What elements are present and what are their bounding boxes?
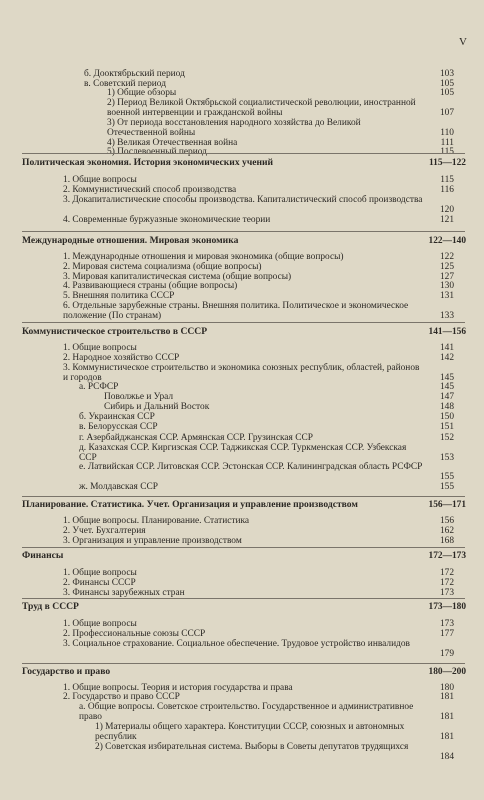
toc-page-number: 156 [439, 516, 454, 526]
toc-entry: в. Белорусская ССР [79, 422, 158, 432]
toc-entry: 1. Общие вопросы [63, 568, 137, 578]
toc-page-number: 181 [439, 692, 454, 702]
toc-entry: д. Казахская ССР. Киргизская ССР. Таджикская ССР. Туркменская ССР. Узбекская ССР [79, 443, 407, 463]
toc-entry: 2. Профессиональные союзы СССР [63, 629, 206, 639]
toc-page-number: 173 [439, 588, 454, 598]
toc-entry: 4. Развивающиеся страны (общие вопросы) [63, 281, 238, 291]
toc-entry: г. Азербайджанская ССР. Армянская ССР. Грузинская ССР [79, 433, 313, 443]
toc-page-number: 145 [439, 382, 454, 392]
toc-page-number: 148 [439, 402, 454, 412]
page-number: V [459, 36, 467, 48]
toc-page-number: 130 [439, 281, 454, 291]
toc-entry: б. Украинская ССР [79, 412, 155, 422]
section-divider [22, 547, 465, 548]
toc-entry: 5) Послевоенный период [107, 147, 207, 157]
toc-entry: 6. Отдельные зарубежные страны. Внешняя политика. Политическое и экономическое положение (По странам) [63, 301, 409, 321]
section-heading: Политическая экономия. История экономических учений [22, 157, 274, 168]
toc-entry: 2) Период Великой Октябрьской социалистической революции, иностранной военной интервенции и гражданской войны [107, 98, 416, 118]
toc-page-number: 125 [439, 262, 454, 272]
toc-entry: 2. Учет. Бухгалтерия [63, 526, 146, 536]
toc-entry: 2. Финансы СССР [63, 578, 136, 588]
section-divider [22, 153, 465, 154]
section-divider [22, 496, 465, 497]
toc-page-number: 105 [439, 88, 454, 98]
toc-page-number: 172 [439, 578, 454, 588]
toc-entry: 1. Общие вопросы [63, 619, 137, 629]
toc-entry: 3. Финансы зарубежных стран [63, 588, 185, 598]
section-page-range: 156—171 [428, 500, 466, 510]
section-divider [22, 598, 465, 599]
toc-entry: 2. Мировая система социализма (общие вопросы) [63, 262, 262, 272]
toc-page-number: 105 [439, 79, 454, 89]
toc-page-number: 133 [439, 311, 454, 321]
toc-entry: 3. Организация и управление производством [63, 536, 242, 546]
toc-page-number: 147 [439, 392, 454, 402]
toc-page-number: 173 [439, 619, 454, 629]
toc-entry: 2. Коммунистический способ производства [63, 185, 237, 195]
section-page-range: 141—156 [428, 327, 466, 337]
toc-page-number: 131 [439, 291, 454, 301]
toc-entry: 1) Материалы общего характера. Конституции СССР, союзных и автономных республик [95, 722, 405, 742]
toc-page-number: 145 [439, 373, 454, 383]
toc-entry: 3. Коммунистическое строительство и экономика союзных республик, областей, районов и городов [63, 363, 420, 383]
toc-entry: 1. Общие вопросы [63, 343, 137, 353]
toc-entry: Сибирь и Дальний Восток [104, 402, 210, 412]
toc-page-number: 179 [439, 649, 454, 659]
toc-entry: 2. Государство и право СССР [63, 692, 180, 702]
section-page-range: 173—180 [428, 602, 466, 612]
toc-page-number: 107 [439, 108, 454, 118]
toc-entry: а. Общие вопросы. Советское строительство. Государственное и административное право [79, 702, 414, 722]
toc-page-number: 177 [439, 629, 454, 639]
toc-entry: б. Дооктябрьский период [84, 69, 185, 79]
section-heading: Труд в СССР [22, 601, 79, 612]
toc-entry: 5. Внешняя политика СССР [63, 291, 175, 301]
toc-page-number: 116 [440, 185, 454, 195]
toc-entry: 3. Мировая капиталистическая система (общие вопросы) [63, 272, 292, 282]
toc-entry: 1. Общие вопросы. Теория и история государства и права [63, 683, 293, 693]
toc-page-number: 120 [439, 205, 454, 215]
toc-page-number: 122 [439, 252, 454, 262]
section-page-range: 172—173 [428, 551, 466, 561]
section-heading: Международные отношения. Мировая экономика [22, 235, 239, 246]
section-divider [22, 663, 465, 664]
toc-page-number: 115 [440, 175, 454, 185]
toc-page-number: 115 [440, 147, 454, 157]
toc-entry: 3) От периода восстановления народного хозяйства до Великой Отечественной войны [107, 118, 361, 138]
toc-page-number: 141 [439, 343, 454, 353]
toc-entry: 3. Докапиталистические способы производства. Капиталистический способ производства [63, 195, 423, 205]
toc-page-number: 151 [439, 422, 454, 432]
section-heading: Государство и право [22, 666, 111, 677]
toc-page-number: 127 [439, 272, 454, 282]
toc-entry: 2. Народное хозяйство СССР [63, 353, 180, 363]
toc-entry: е. Латвийская ССР. Литовская ССР. Эстонская ССР. Калининградская область РСФСР [79, 462, 423, 472]
toc-entry: 1. Международные отношения и мировая экономика (общие вопросы) [63, 252, 344, 262]
toc-page-number: 142 [439, 353, 454, 363]
toc-page-number: 181 [439, 732, 454, 742]
toc-page-number: 180 [439, 683, 454, 693]
toc-page-number: 153 [439, 453, 454, 463]
section-page-range: 115—122 [429, 158, 466, 168]
toc-page-number: 152 [439, 433, 454, 443]
section-divider [22, 322, 465, 323]
toc-entry: 4) Великая Отечественная война [107, 138, 238, 148]
toc-page-number: 181 [439, 712, 454, 722]
toc-entry: 1. Общие вопросы. Планирование. Статистика [63, 516, 250, 526]
section-heading: Финансы [22, 550, 64, 561]
toc-entry: 3. Социальное страхование. Социальное обеспечение. Трудовое устройство инвалидов [63, 639, 410, 649]
toc-entry: 2) Советская избирательная система. Выборы в Советы депутатов трудящихся [95, 742, 409, 752]
toc-entry: а. РСФСР [79, 382, 119, 392]
toc-entry: 4. Современные буржуазные экономические теории [63, 215, 271, 225]
toc-page-number: 103 [439, 69, 454, 79]
section-heading: Коммунистическое строительство в СССР [22, 326, 208, 337]
toc-page-number: 111 [440, 138, 454, 148]
toc-entry: в. Советский период [84, 79, 166, 89]
toc-page-number: 155 [439, 482, 454, 492]
section-page-range: 180—200 [428, 667, 466, 677]
toc-entry: Поволжье и Урал [104, 392, 174, 402]
toc-entry: 1) Общие обзоры [107, 88, 177, 98]
toc-entry: ж. Молдавская ССР [79, 482, 158, 492]
toc-page-number: 121 [439, 215, 454, 225]
section-heading: Планирование. Статистика. Учет. Организация и управление производством [22, 499, 358, 510]
section-page-range: 122—140 [428, 236, 466, 246]
toc-page-number: 155 [439, 472, 454, 482]
toc-page-number: 150 [439, 412, 454, 422]
section-divider [22, 231, 465, 232]
toc-page-number: 172 [439, 568, 454, 578]
toc-page-number: 184 [439, 752, 454, 762]
toc-page-number: 162 [439, 526, 454, 536]
toc-page-number: 110 [440, 128, 454, 138]
toc-page-number: 168 [439, 536, 454, 546]
toc-entry: 1. Общие вопросы [63, 175, 137, 185]
